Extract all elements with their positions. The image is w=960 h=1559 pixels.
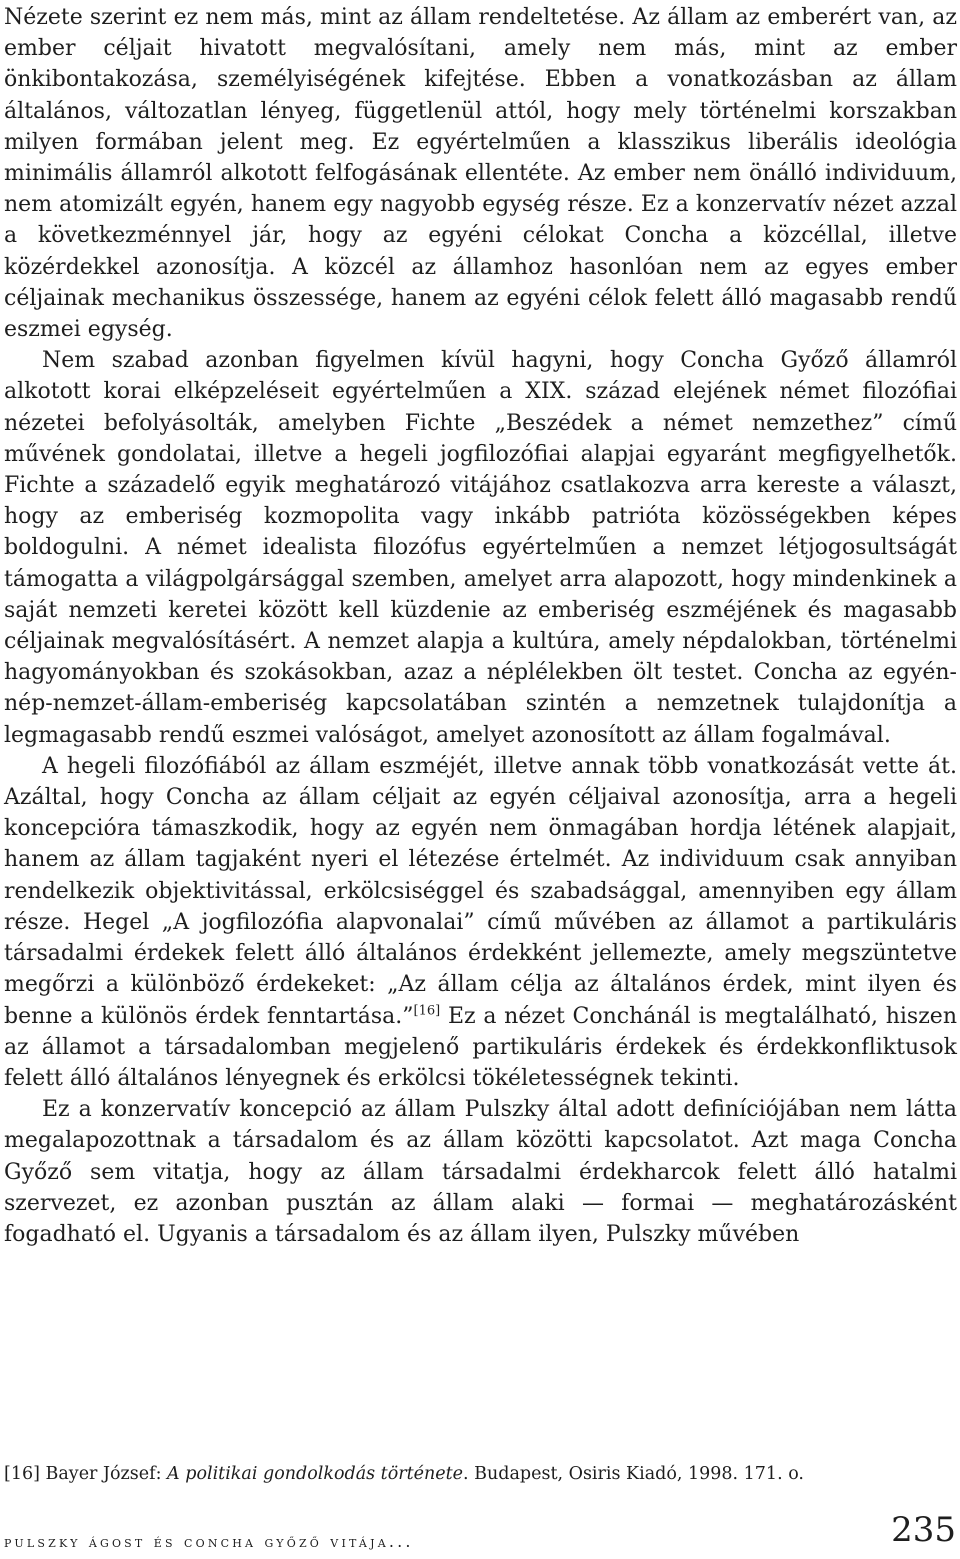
paragraph-4: Ez a konzervatív koncepció az állam Pulszky által adott definíciójában nem látta megalapozottnak a társadalom és az állam közötti kapcsolatot. Azt maga Concha Győző sem vitatja, hogy az állam társadalmi érdekharcok felett álló hatalmi szervezet, ez azonban pusztán az állam alaki — formai — meghatározásként fogadható el. Ugyanis a társadalom és az állam ilyen, Pulszky művében [4, 1097, 957, 1247]
paragraph-2: Nem szabad azonban figyelmen kívül hagyni, hogy Concha Győző államról alkotott korai elképzeléseit egyértelműen a XIX. század elejének német filozófiai nézetei befolyásolták, amelyben Fichte „Beszédek a német nemzethez” című művének gondolatai, illetve a hegeli jogfilozófiai alapjai egyaránt megfigyelhetők. Fichte a századelő egyik meghatározó vitájához csatlakozva arra kereste a választ, hogy az emberiség kozmopolita vagy inkább patrióta közösségekben képes boldogulni. A német idealista filozófus egyértelműen a nemzet létjogosultságát támogatta a világpolgársággal szemben, amelyet arra alapozott, hogy mindenkinek a saját nemzeti keretei között kell küzdenie az emberiség eszméjének és magasabb céljainak megvalósításért. A nemzet alapja a kultúra, amely népdalokban, történelmi hagyományokban és szokásokban, azaz a néplélekben ölt testet. Concha az egyén-nép-nemzet-állam-emberiség kapcsolatában szintén a nemzetnek tulajdonítja a legmagasabb rendű eszmei valóságot, amelyet azonosított az állam fogalmával. [4, 348, 957, 748]
running-head: pulszky ágost és concha győző vitája... [4, 1532, 414, 1551]
paragraph-1: Nézete szerint ez nem más, mint az állam rendeltetése. Az állam az emberért van, az ember céljait hivatott megvalósítani, amely nem más, mint az ember önkibontakozása, személyiségének kifejtése. Ebben a vonatkozásban az állam általános, változatlan lényeg, függetlenül attól, hogy mely történelmi korszakban milyen formában jelent meg. Ez egyértelműen a klasszikus liberális ideológia minimális államról alkotott felfogásának ellentéte. Az ember nem önálló individuum, nem atomizált egyén, hanem egy nagyobb egység része. Ez a konzervatív nézet azzal a következménnyel jár, hogy az egyéni célokat Concha a közcéllal, illetve közérdekkel azonosítja. A közcél az államhoz hasonlóan nem az egyes ember céljainak mechanikus összessége, hanem az egyéni célok felett álló magasabb rendű eszmei egység. [4, 5, 957, 343]
footnote-16 [4, 1462, 954, 1486]
footnote-title: A politikai gondolkodás története [167, 1464, 464, 1484]
page-footer [4, 1508, 956, 1556]
footnote-number: [16] [4, 1464, 40, 1484]
footnote-publication: . Budapest, Osiris Kiadó, 1998. 171. o. [463, 1464, 804, 1484]
paragraph-3 [4, 751, 957, 1094]
body-text [4, 2, 957, 1250]
footnote-reference-16[interactable]: [16] [413, 1003, 441, 1019]
paragraph-3-text-after-ref: Ez a nézet Conchánál is megtalálható, hiszen az államot a társadalomban megjelenő partikuláris érdekek és érdekkonfliktusok felett álló általános lényegnek és erkölcsi tökéletességnek tekinti. [4, 1003, 957, 1091]
paragraph-3-text-before-ref: A hegeli filozófiából az állam eszméjét, illetve annak több vonatkozását vette át. Azáltal, hogy Concha az állam céljait az egyén céljaival azonosítja, arra a hegeli koncepcióra támaszkodik, hogy az egyén nem önmagában hordja létének alapjait, hanem az állam tagjaként nyeri el létezése értelmét. Az individuum csak annyiban rendelkezik objektivitással, erkölcsiséggel és szabadsággal, amennyiben egy állam része. Hegel „A jogfilozófia alapvonalai” című művében az államot a partikuláris társadalmi érdekek felett álló általános érdekként jellemezte, amely megszüntetve megőrzi a különböző érdekeket: „Az állam célja az általános érdek, mint ilyen és benne a különös érdek fenntartása.” [4, 753, 957, 1029]
footnote-author: Bayer József: [45, 1464, 162, 1484]
page-number: 235 [891, 1510, 956, 1550]
